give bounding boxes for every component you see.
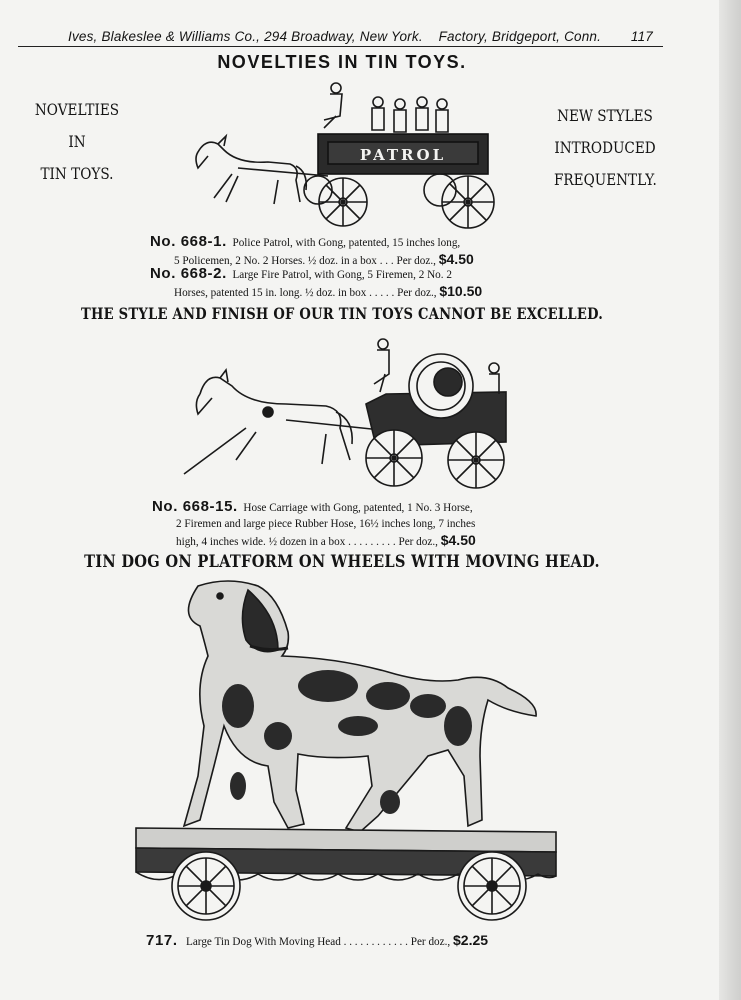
sidebar-right-line: NEW STYLES (557, 106, 653, 125)
item-text: Large Tin Dog With Moving Head . . . . . . . . . . . . Per doz., (186, 936, 451, 948)
page-number: 117 (630, 29, 653, 44)
page-edge (719, 0, 741, 1000)
sidebar-left-line: TIN TOYS. (40, 164, 114, 183)
item-668-1-description (150, 234, 474, 269)
running-header (18, 28, 663, 47)
item-price: $4.50 (440, 532, 476, 548)
page-title: NOVELTIES IN TIN TOYS. (217, 52, 467, 72)
item-price: $10.50 (439, 283, 483, 299)
item-number: No. 668-1. (150, 233, 227, 250)
item-text: high, 4 inches wide. ½ dozen in a box . . . . . . . . . Per doz., (176, 536, 438, 548)
item-text: Police Patrol, with Gong, patented, 15 inches long, (232, 237, 461, 249)
sidebar-right (554, 100, 656, 196)
item-number: 717. (146, 932, 178, 949)
item-text: Large Fire Patrol, with Gong, 5 Firemen, 2 No. 2 (232, 269, 452, 281)
sidebar-left-line: NOVELTIES (34, 100, 120, 119)
item-number: No. 668-2. (150, 265, 227, 282)
publisher-line: Ives, Blakeslee & Williams Co., 294 Broadway, New York. Factory, Bridgeport, Conn. (68, 29, 602, 44)
patrol-sign-text: PATROL (359, 146, 447, 164)
item-number: No. 668-15. (152, 498, 238, 515)
item-668-2-description (150, 266, 482, 301)
item-price: $2.25 (453, 932, 489, 948)
item-717-description (146, 932, 488, 950)
patrol-wagon-illustration (178, 72, 508, 232)
tagline: THE STYLE AND FINISH OF OUR TIN TOYS CANNOT BE EXCELLED. (80, 304, 604, 323)
hose-carriage-illustration (176, 334, 516, 494)
dog-heading: TIN DOG ON PLATFORM ON WHEELS WITH MOVING HEAD. (84, 552, 600, 572)
sidebar-left-line: IN (68, 132, 86, 151)
item-text: 2 Firemen and large piece Rubber Hose, 16½ inches long, 7 inches (176, 518, 476, 530)
item-text: Horses, patented 15 in. long. ½ doz. in box . . . . . Per doz., (174, 287, 437, 299)
item-668-15-description (152, 499, 476, 550)
sidebar-right-line: FREQUENTLY. (554, 170, 657, 189)
tin-dog-illustration (128, 576, 564, 924)
item-price: $4.50 (438, 251, 474, 267)
item-text: 5 Policemen, 2 No. 2 Horses. ½ doz. in a box . . . Per doz., (174, 255, 436, 267)
sidebar-left (30, 94, 124, 190)
sidebar-right-line: INTRODUCED (554, 138, 656, 157)
item-text: Hose Carriage with Gong, patented, 1 No. 3 Horse, (243, 502, 473, 514)
